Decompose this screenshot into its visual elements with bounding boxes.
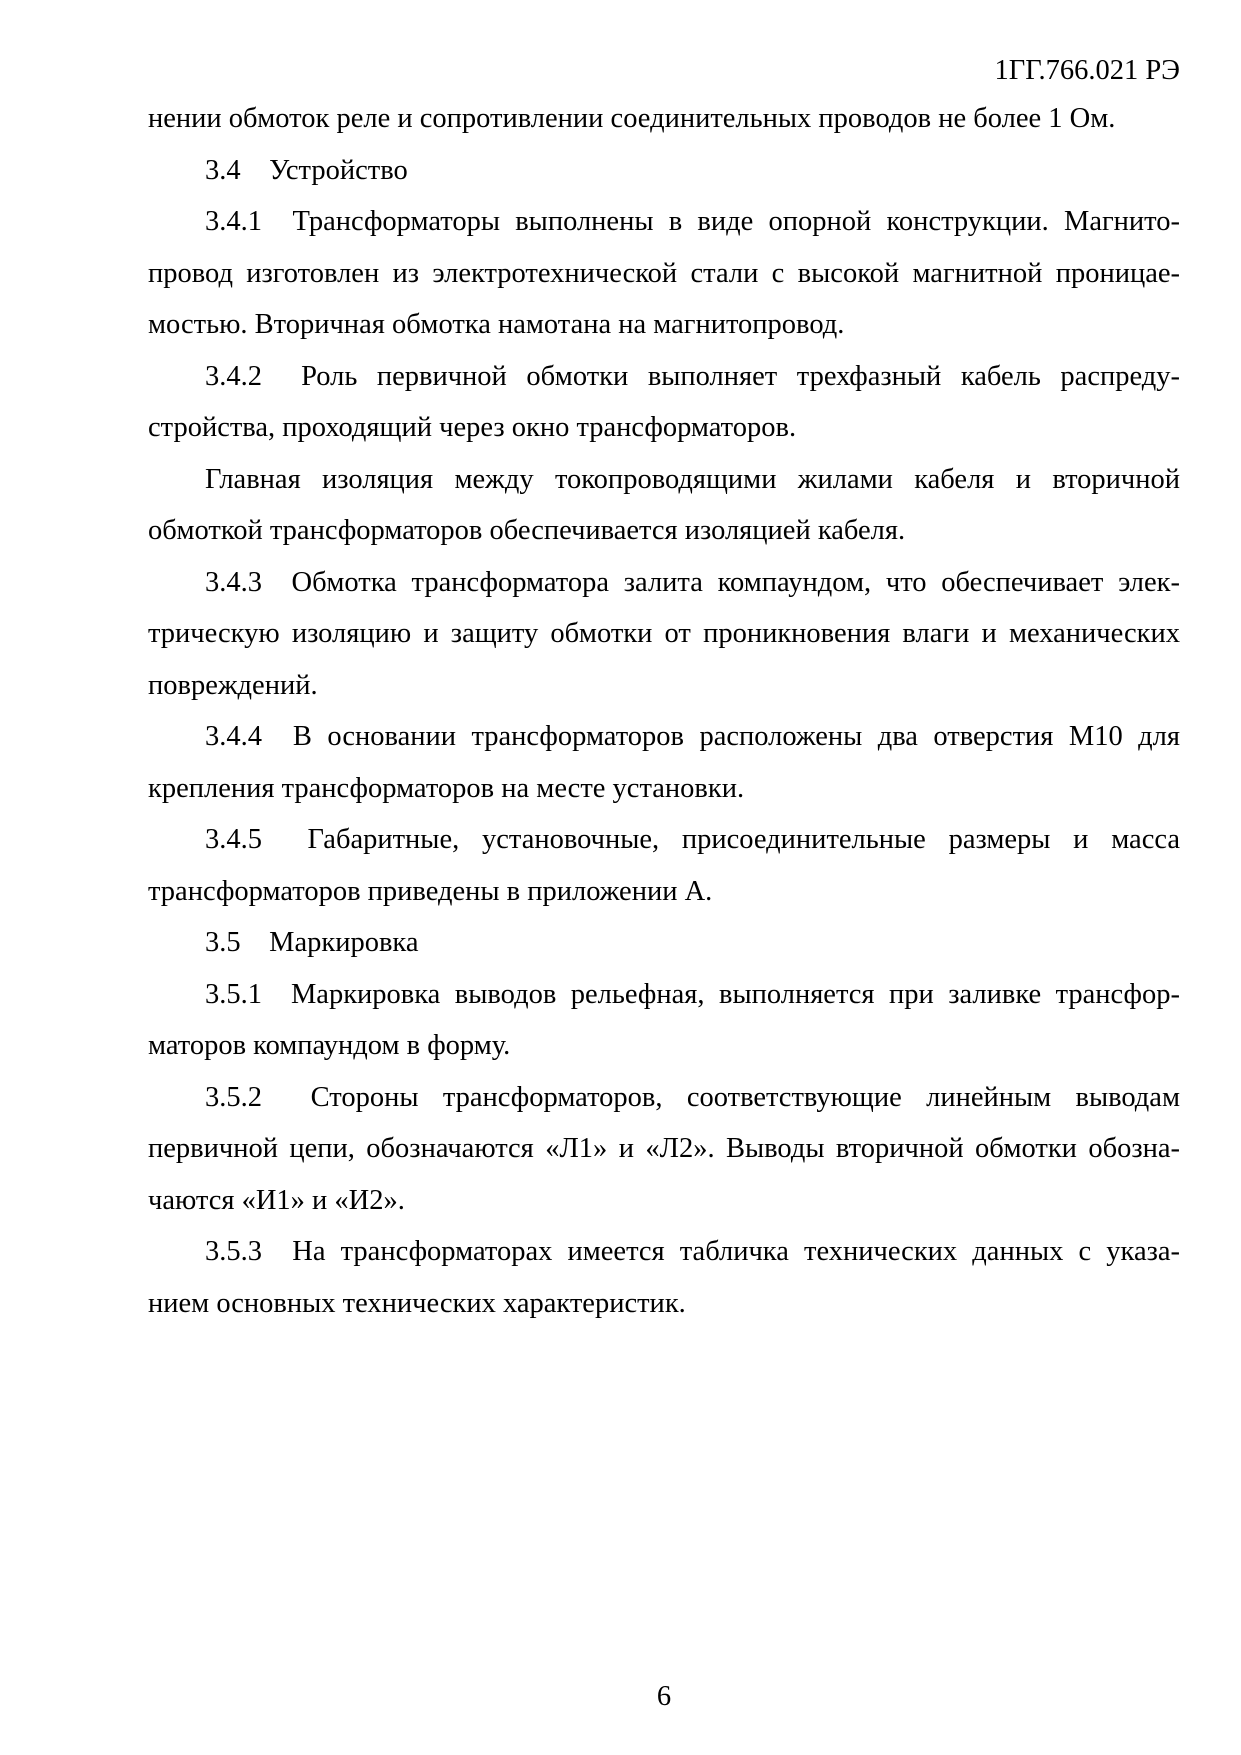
paragraph-3-5-2-line-2: первичной цепи, обозначаются «Л1» и «Л2». Выводы вторичной обмотки обозна- — [148, 1133, 1180, 1164]
section-heading-3-5: 3.5 Маркировка — [205, 927, 419, 958]
paragraph-3-4-2-line-3: Главная изоляция между токопроводящими жилами кабеля и вторичной — [205, 463, 1180, 495]
paragraph-3-4-1-line-2: провод изготовлен из электротехнической стали с высокой магнитной проницае- — [148, 257, 1180, 289]
paragraph-3-4-3-line-1: 3.4.3 Обмотка трансформатора залита компаундом, что обеспечивает элек- — [205, 566, 1180, 598]
paragraph-3-4-2-line-1: 3.4.2 Роль первичной обмотки выполняет трехфазный кабель распреду- — [205, 360, 1180, 392]
document-body — [148, 93, 1180, 1329]
paragraph-3-5-3-line-2: нием основных технических характеристик. — [148, 1287, 686, 1319]
paragraph-3-5-2-line-1: 3.5.2 Стороны трансформаторов, соответствующие линейным выводам — [205, 1081, 1180, 1113]
paragraph-3-4-4-line-1: 3.4.4 В основании трансформаторов расположены два отверстия М10 для — [205, 721, 1180, 752]
paragraph-3-4-2-line-2: стройства, проходящий через окно трансформаторов. — [148, 412, 797, 443]
paragraph-3-5-3-line-1: 3.5.3 На трансформаторах имеется табличка технических данных с указа- — [205, 1236, 1180, 1267]
paragraph-3-4-5-line-2: трансформаторов приведены в приложении А. — [148, 875, 713, 907]
paragraph-3-4-4-line-2: крепления трансформаторов на месте установки. — [148, 772, 745, 804]
paragraph-3-4-2-line-4: обмоткой трансформаторов обеспечивается изоляцией кабеля. — [148, 515, 906, 546]
paragraph-3-5-2-line-3: чаются «И1» и «И2». — [148, 1184, 405, 1216]
page-number: 6 — [656, 1681, 672, 1712]
document-code-header: 1ГГ.766.021 РЭ — [994, 55, 1180, 86]
paragraph-3-5-1-line-1: 3.5.1 Маркировка выводов рельефная, выполняется при заливке трансфор- — [205, 978, 1180, 1010]
paragraph-3-4-3-line-3: повреждений. — [148, 669, 318, 701]
paragraph-3-5-1-line-2: маторов компаундом в форму. — [148, 1030, 511, 1061]
paragraph-3-4-5-line-1: 3.4.5 Габаритные, установочные, присоединительные размеры и масса — [205, 824, 1180, 855]
paragraph-3-4-3-line-2: трическую изоляцию и защиту обмотки от проникновения влаги и механических — [148, 618, 1180, 649]
text-line-continuation: нении обмоток реле и сопротивлении соединительных проводов не более 1 Ом. — [148, 103, 1116, 134]
paragraph-3-4-1-line-3: мостью. Вторичная обмотка намотана на магнитопровод. — [148, 309, 845, 340]
paragraph-3-4-1-line-1: 3.4.1 Трансформаторы выполнены в виде опорной конструкции. Магнито- — [205, 206, 1180, 237]
section-heading-3-4: 3.4 Устройство — [205, 154, 408, 186]
